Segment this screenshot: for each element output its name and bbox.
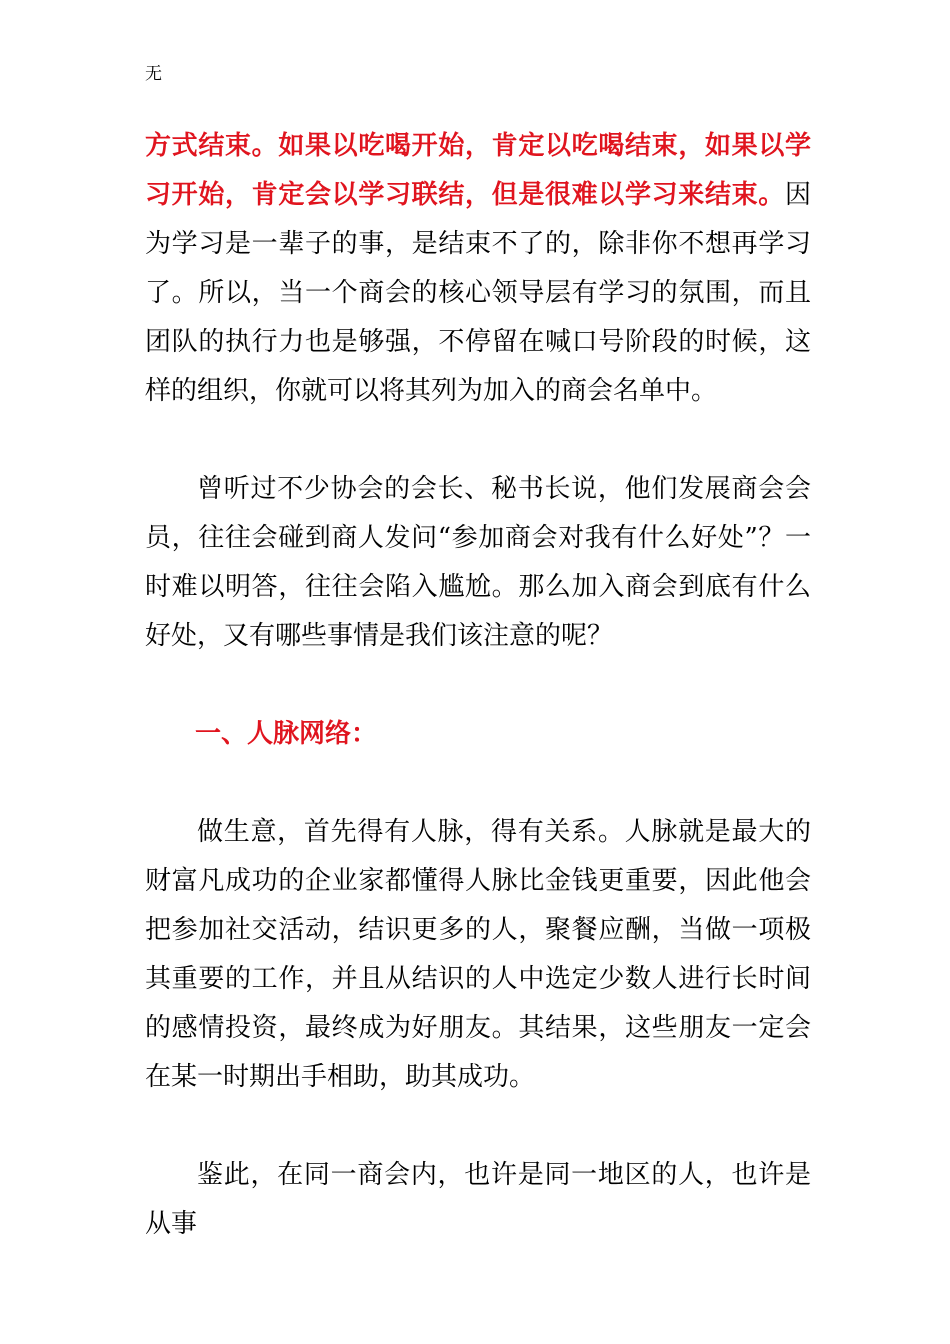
- document-body: [145, 122, 811, 1249]
- page-header: 无: [145, 64, 162, 84]
- paragraph-spacer: [145, 416, 811, 465]
- paragraph-spacer: [145, 661, 811, 710]
- paragraph-text: 因为学习是一辈子的事，是结束不了的，除非你不想再学习了。所以，当一个商会的核心领导层有学习的氛围，而且团队的执行力也是够强，不停留在喊口号阶段的时候，这样的组织，你就可以将其列为加入的商会名单中。: [145, 180, 811, 406]
- paragraph-spacer: [145, 1102, 811, 1151]
- paragraph-4: 鉴此，在同一商会内，也许是同一地区的人，也许是从事: [145, 1160, 811, 1239]
- paragraph-3: 做生意，首先得有人脉，得有关系。人脉就是最大的财富凡成功的企业家都懂得人脉比金钱更重要，因此他会把参加社交活动，结识更多的人，聚餐应酬，当做一项极其重要的工作，并且从结识的人中选定少数人进行长时间的感情投资，最终成为好朋友。其结果，这些朋友一定会在某一时期出手相助，助其成功。: [145, 817, 811, 1092]
- paragraph-spacer: [145, 759, 811, 808]
- paragraph-2: 曾听过不少协会的会长、秘书长说，他们发展商会会员，往往会碰到商人发问“参加商会对我有什么好处”？一时难以明答，往往会陷入尴尬。那么加入商会到底有什么好处，又有哪些事情是我们该注意的呢？: [145, 474, 811, 651]
- section-heading: 一、人脉网络：: [195, 719, 378, 749]
- emphasized-text: 方式结束。如果以吃喝开始，肯定以吃喝结束，如果以学习开始，肯定会以学习联结，但是很难以学习来结束。: [145, 131, 811, 210]
- paragraph-1: [145, 122, 811, 416]
